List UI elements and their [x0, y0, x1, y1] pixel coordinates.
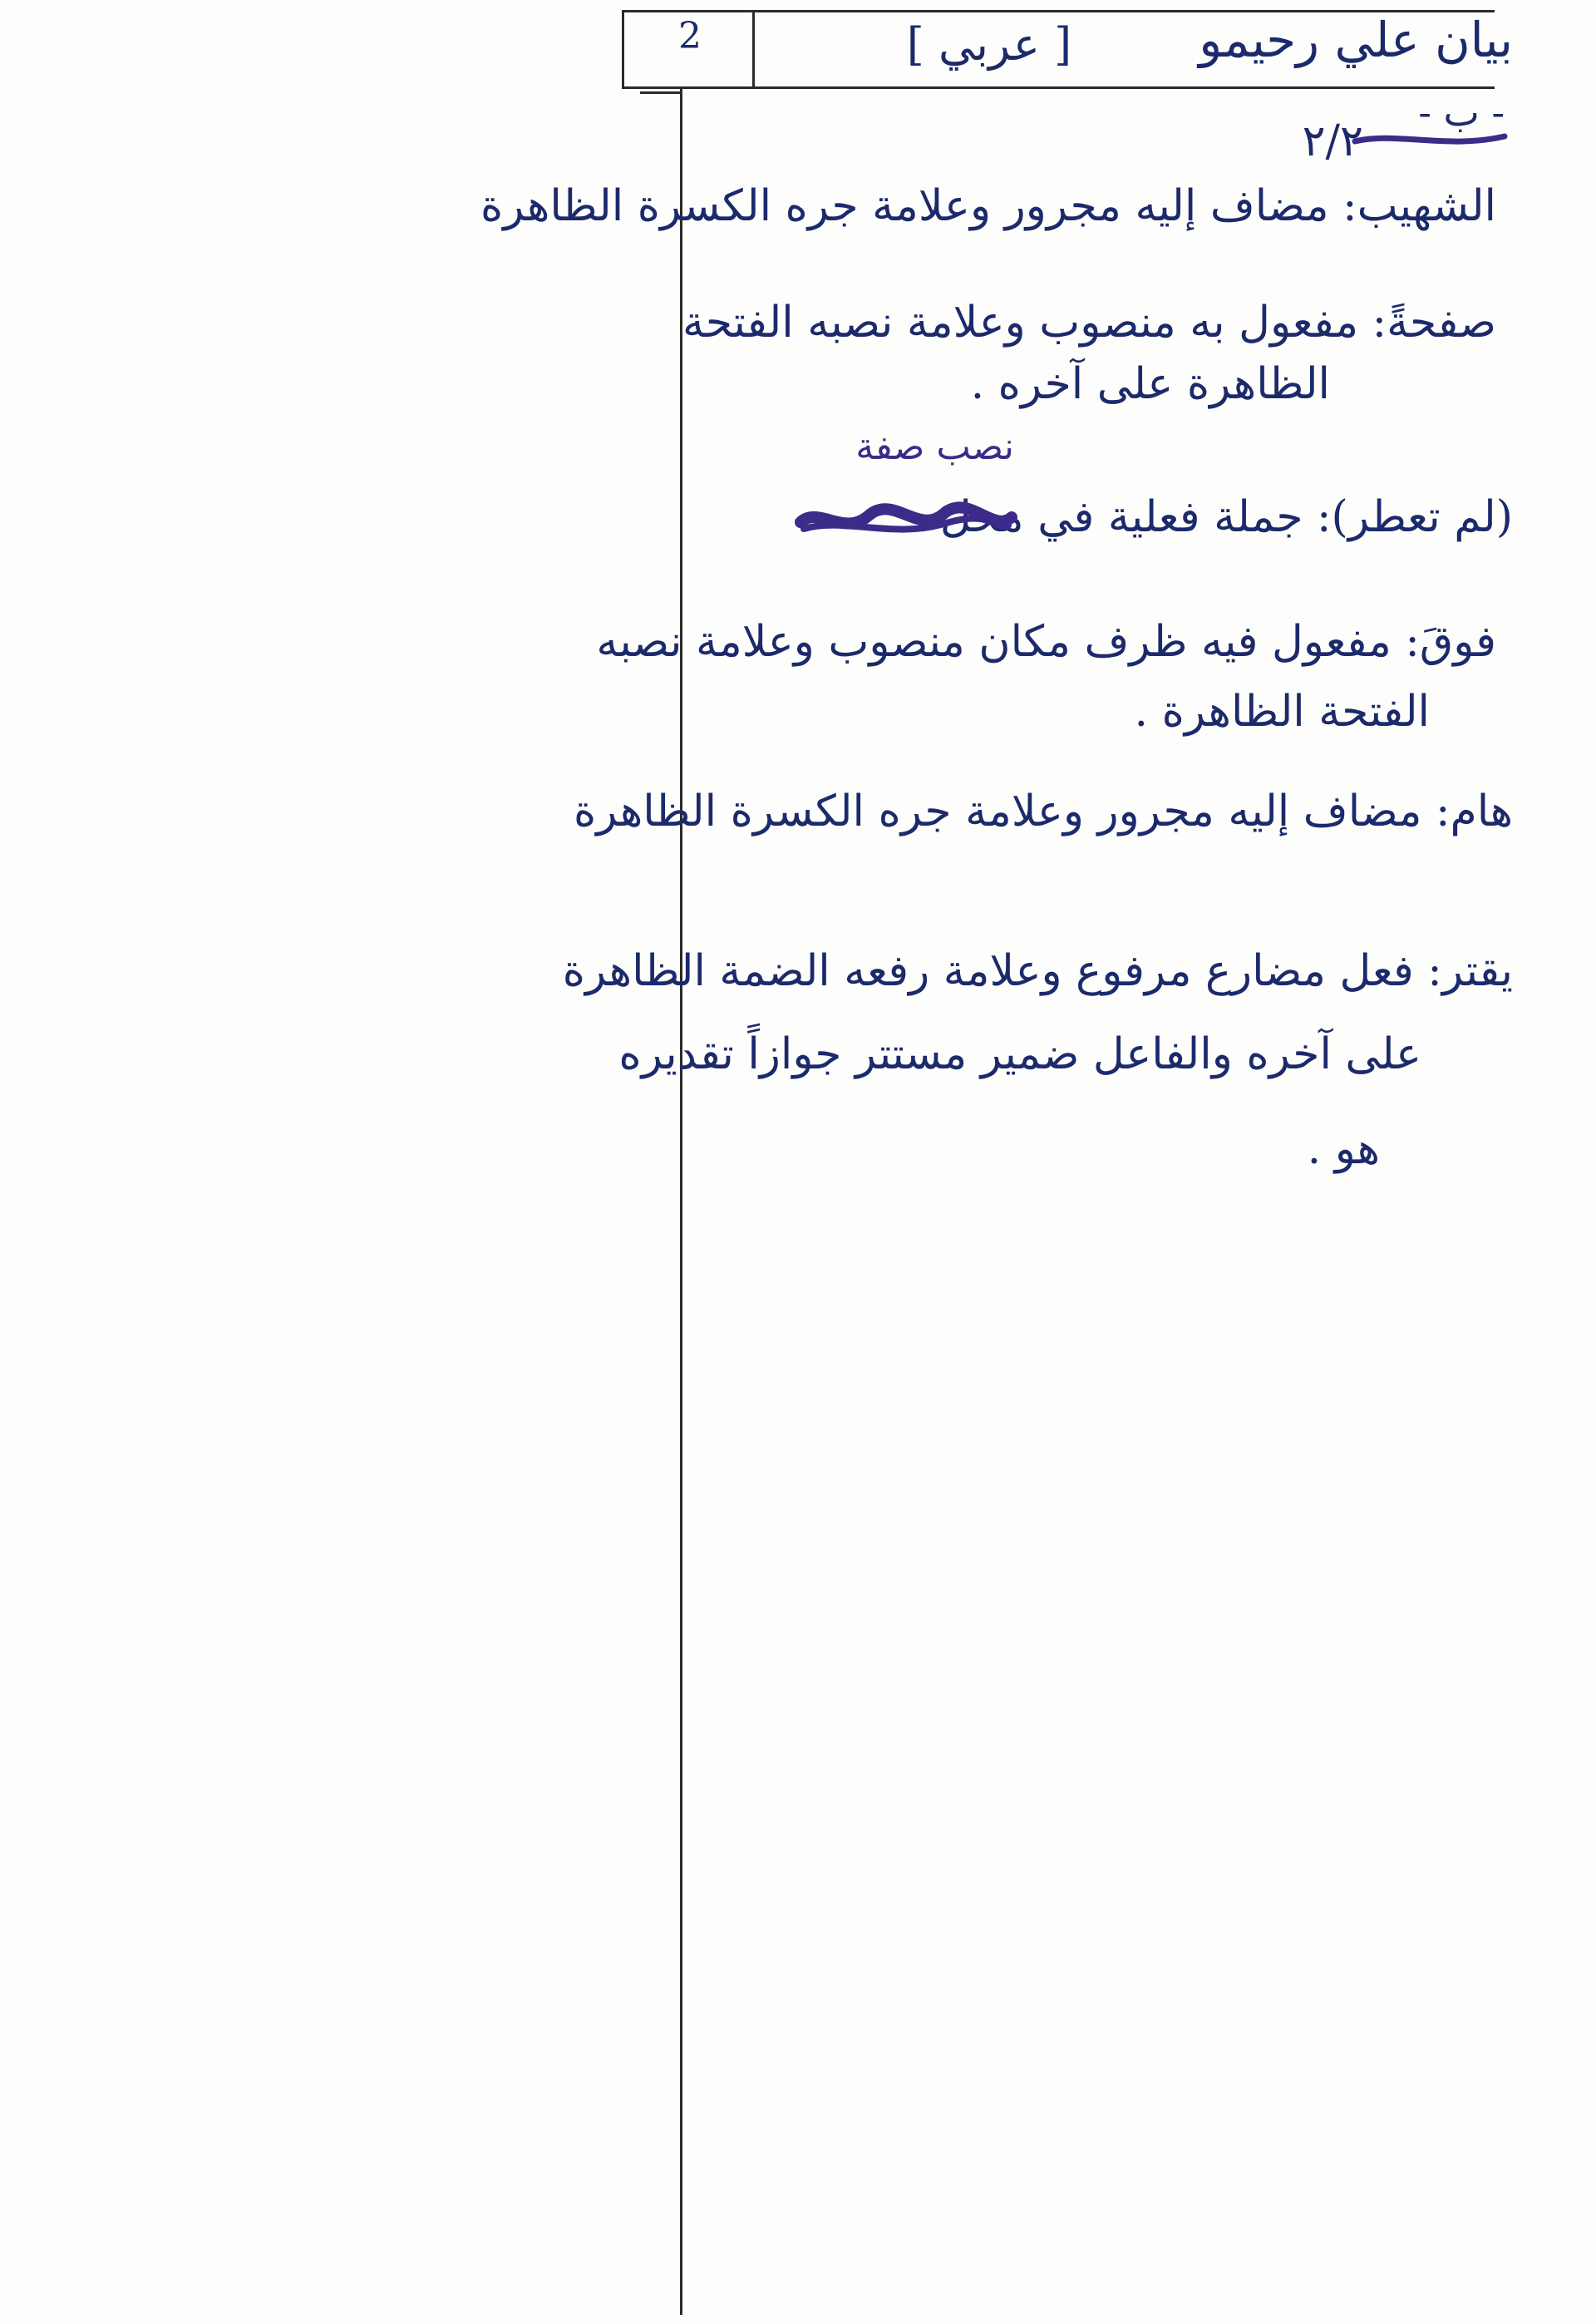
header-divider-page	[752, 10, 755, 89]
answer-4-line-2: الفتحة الظاهرة .	[1134, 687, 1430, 737]
answer-3-line-1: (لم تعطر): جملة فعلية في محل	[939, 492, 1513, 542]
answer-3-correction: نصب صفة	[855, 426, 1014, 468]
answer-1-line-1: الشهيب: مضاف إليه مجرور وعلامة جره الكسرة الظاهرة	[480, 181, 1496, 231]
section-mark: ٢/٢	[1302, 116, 1363, 166]
section-label: - ب -	[1418, 90, 1505, 135]
answer-2-line-1: صفحةً: مفعول به منصوب وعلامة نصبه الفتحة	[682, 298, 1496, 348]
answer-5-line-1: هام: مضاف إليه مجرور وعلامة جره الكسرة الظاهرة	[573, 787, 1513, 836]
answer-3-scribble	[794, 497, 1018, 547]
answer-2-line-2: الظاهرة على آخره .	[970, 359, 1330, 409]
page-number: 2	[678, 15, 702, 57]
header-left-edge	[622, 10, 624, 89]
answer-6-line-3: هو .	[1307, 1124, 1380, 1174]
margin-tick	[640, 91, 682, 94]
student-name: بيان علي رحيمو	[1199, 12, 1513, 68]
answer-6-line-2: على آخره والفاعل ضمير مستتر جوازاً تقديره	[618, 1029, 1421, 1079]
section-label-strike	[1347, 125, 1513, 158]
answer-6-line-1: يقتر: فعل مضارع مرفوع وعلامة رفعه الضمة الظاهرة	[562, 946, 1513, 996]
margin-line	[680, 86, 682, 2315]
answer-4-line-1: فوقَ: مفعول فيه ظرف مكان منصوب وعلامة نصبه	[596, 617, 1496, 667]
subject-label: [ عربي ]	[906, 18, 1072, 71]
